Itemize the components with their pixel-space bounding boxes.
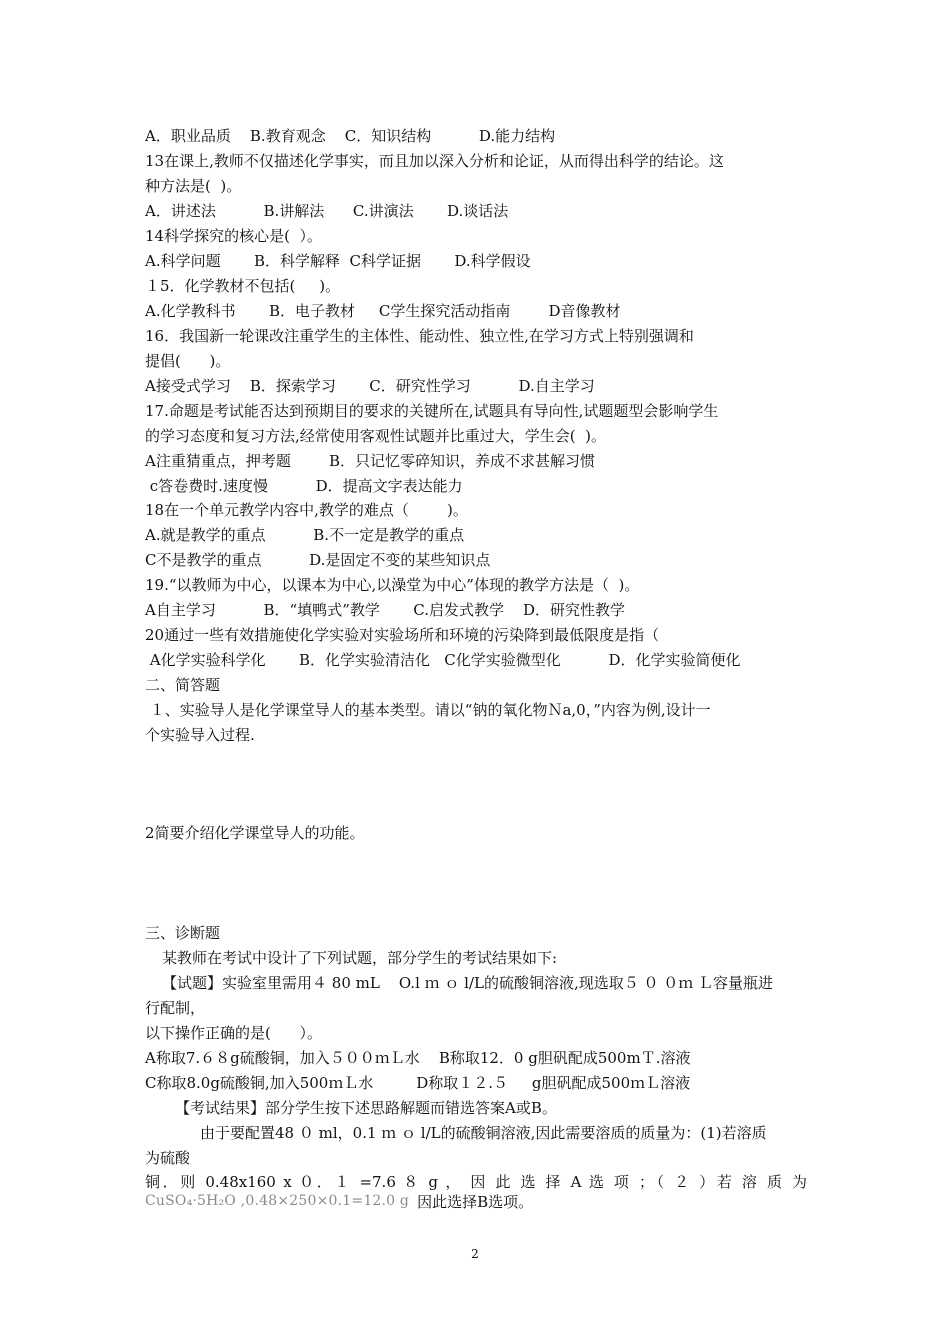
test-item-stem-cont: 行配制， (145, 999, 206, 1017)
q14-options: A.科学问题 B．科学解释 C科学证据 D.科学假设 (145, 252, 531, 270)
q17-stem-cont: 的学习态度和复习方法,经常使用客观性试题并比重过大，学生会( )。 (145, 427, 607, 445)
q13-stem-cont: 种方法是( )。 (145, 177, 242, 195)
q13-stem: 13在课上,教师不仅描述化学事实，而且加以深入分析和论证，从而得出科学的结论。这 (145, 152, 724, 170)
q19-options: A自主学习 B．“填鸭式”教学 C.启发式教学 D．研究性教学 (145, 601, 626, 619)
short-answer-q1: １、实验导人是化学课堂导人的基本类型。请以“钠的氧化物Ｎa,0，”内容为例,设计一 (145, 701, 711, 719)
q17-stem: 17.命题是考试能否达到预期目的要求的关键所在,试题具有导向性,试题题型会影响学生 (145, 402, 719, 420)
q18-options-ab: A.就是教学的重点 B.不一定是教学的重点 (145, 526, 465, 544)
q16-stem-cont: 提倡( )。 (145, 352, 231, 370)
exam-result-reasoning-cont: 为硫酸 (145, 1149, 191, 1167)
q12-options: A．职业品质 B.教育观念 C．知识结构 D.能力结构 (145, 127, 556, 145)
q17-options-ab: A注重猜重点，押考题 B．只记忆零碎知识，养成不求甚解习惯 (145, 452, 596, 470)
diagnosis-intro: 某教师在考试中设计了下列试题，部分学生的考试结果如下: (162, 949, 558, 967)
formula-row (145, 1190, 533, 1212)
page-number: 2 (471, 1247, 479, 1261)
formula-image: CuSO₄·5H₂O ,0.48×250×0.1=12.0 g (145, 1193, 410, 1209)
exam-result-calculation: 铜．则 0.48x160 x ０．１ =7.6 ８ g ， 因 此 选 择 A 选 项 ；（ ２ ）若 溶 质 为 (145, 1173, 807, 1191)
q16-options: A接受式学习 B．探索学习 C．研究性学习 D.自主学习 (145, 377, 595, 395)
q14-stem: 14科学探究的核心是( ）。 (145, 227, 322, 245)
test-item-options-cd: C称取8.0g硫酸铜,加入500ｍＬ水 D称取１２.５ g胆矾配成500ｍＬ溶液 (145, 1074, 691, 1092)
section-short-answer-heading: 二、简答题 (145, 676, 221, 694)
test-item-stem: 【试题】实验室里需用４ 80 mL O.l ｍ ｏ l/L的硫酸铜溶液,现选取５ ０ ０ｍ Ｌ容量瓶进 (162, 974, 774, 992)
test-item-options-ab: A称取7.６８g硫酸铜，加入５００ｍＬ水 B称取12．0 g胆矾配成500mＴ.溶液 (145, 1049, 691, 1067)
q17-options-cd: c答卷费时.速度慢 D．提高文字表达能力 (145, 477, 463, 495)
short-answer-q2: 2简要介绍化学课堂导人的功能。 (145, 824, 365, 842)
q15-options: A.化学教科书 B．电子教材 C学生探究活动指南 D音像教材 (145, 302, 621, 320)
q20-options: A化学实验科学化 B．化学实验清洁化 C化学实验微型化 D．化学实验简便化 (145, 651, 741, 669)
formula-conclusion: 因此选择B选项。 (417, 1192, 534, 1211)
q20-stem: 20通过一些有效措施使化学实验对实验场所和环境的污染降到最低限度是指（ (145, 626, 660, 644)
exam-result-heading: 【考试结果】部分学生按下述思路解题而错选答案A或B。 (175, 1099, 557, 1117)
q15-stem: １5．化学教材不包括( )。 (145, 277, 341, 295)
q18-options-cd: C不是教学的重点 D.是固定不变的某些知识点 (145, 551, 491, 569)
q13-options: A．讲述法 B.讲解法 C.讲演法 D.谈话法 (145, 202, 509, 220)
q18-stem: 18在一个单元教学内容中,教学的难点（ )。 (145, 501, 468, 519)
q16-stem: 16．我国新一轮课改注重学生的主体性、能动性、独立性,在学习方式上特别强调和 (145, 327, 694, 345)
short-answer-q1-cont: 个实验导入过程. (145, 726, 255, 744)
exam-result-reasoning: 由于要配置48 ０ ml，0.1 ｍ ｏ l/L的硫酸铜溶液,因此需要溶质的质量为：(1)若溶质 (200, 1124, 767, 1142)
section-diagnosis-heading: 三、诊断题 (145, 924, 221, 942)
test-item-question: 以下操作正确的是( ）。 (145, 1024, 322, 1042)
q19-stem: 19.“以教师为中心，以课本为中心,以澡堂为中心”体现的教学方法是（ )。 (145, 576, 640, 594)
